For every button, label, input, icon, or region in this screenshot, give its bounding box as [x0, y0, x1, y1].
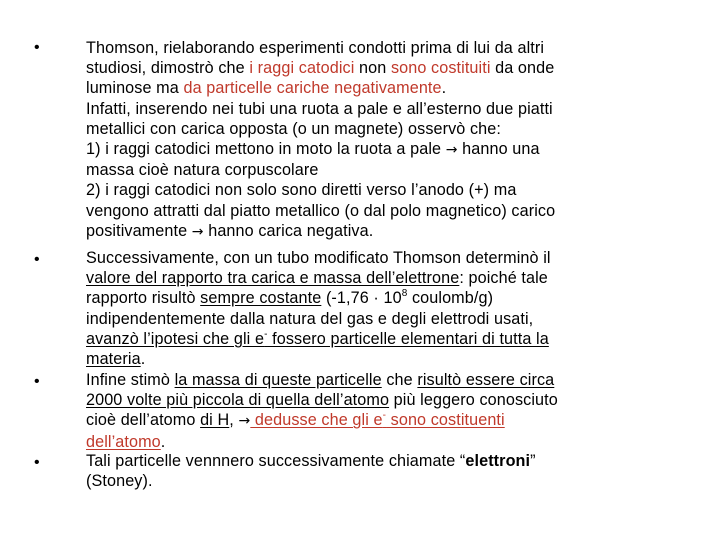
text-line: metallici con carica opposta (o un magnete) osservò che: — [86, 119, 501, 138]
text-line: dell’atomo. — [86, 432, 166, 451]
bullet-3: • — [34, 373, 40, 390]
text-line: Thomson, rielaborando esperimenti condotti prima di lui da altri — [86, 39, 545, 57]
text-line: rapporto risultò sempre costante ($-1,76 \cdot 10^8$ coulomb/g) — [86, 288, 494, 308]
underlined-ratio: valore del rapporto tra carica e massa dell’elettrone — [86, 269, 460, 288]
text-line: Successivamente, con un tubo modificato Thomson determinò il — [86, 249, 551, 267]
underlined-matter: materia — [86, 350, 141, 369]
highlight-atom: dell’atomo — [86, 432, 161, 451]
bold-electrons: elettroni — [465, 452, 531, 470]
text-line: vengono attratti dal piatto metallico (o dal polo magnetico) carico — [86, 201, 556, 220]
text-line: Tali particelle vennnero successivamente chiamate “elettroni” — [86, 452, 536, 470]
highlight-negative-particles: da particelle cariche negativamente — [183, 79, 442, 98]
text-line: Infatti, inserendo nei tubi una ruota a pale e all’esterno due piatti — [86, 99, 553, 118]
arrow-right-icon: → — [445, 142, 458, 159]
paragraph-electrons-name — [86, 451, 666, 491]
highlight-constituted: sono costituiti — [390, 59, 491, 78]
text-line: 2) i raggi catodici non solo sono diretti verso l’anodo (+) ma — [86, 181, 517, 200]
bullet-2: • — [34, 251, 40, 268]
text-line: 2000 volte più piccola di quella dell’atomo più leggero conosciuto — [86, 391, 558, 410]
underlined-hypothesis: avanzò l’ipotesi che gli e- fossero particelle elementari di tutta la — [86, 328, 549, 348]
underlined-result: risultò essere circa — [417, 371, 555, 389]
text-line: cioè dell’atomo di H, → dedusse che gli e- sono costituenti — [86, 410, 505, 430]
text-line: materia. — [86, 350, 146, 369]
underlined-mass: la massa di queste particelle — [174, 371, 382, 389]
text-line: Infine stimò la massa di queste particelle che risultò essere circa — [86, 371, 555, 389]
arrow-right-icon: → — [238, 413, 251, 430]
underlined-constant: sempre costante — [200, 289, 322, 308]
text-line: massa cioè natura corpuscolare — [86, 161, 319, 180]
highlight-deduction: dedusse che gli e- sono costituenti — [250, 410, 505, 430]
bullet-4: • — [34, 454, 40, 471]
text-line: (Stoney). — [86, 472, 153, 491]
text-line: indipendentemente dalla natura del gas e degli elettrodi usati, — [86, 309, 534, 328]
text-line: studiosi, dimostrò che i raggi catodici non sono costituiti da onde — [86, 59, 555, 78]
paragraph-charge-mass-ratio — [86, 248, 666, 369]
text-line: luminose ma da particelle cariche negativamente. — [86, 79, 447, 98]
arrow-right-icon: → — [191, 223, 204, 240]
text-line: valore del rapporto tra carica e massa dell’elettrone: poiché tale — [86, 269, 548, 288]
text-line — [86, 329, 666, 349]
paragraph-mass-estimate — [86, 370, 666, 452]
paragraph-thomson-experiment — [86, 38, 666, 242]
underlined-2000-times: 2000 volte più piccola di quella dell’atomo — [86, 391, 390, 410]
text-line: 1) i raggi catodici mettono in moto la ruota a pale → hanno una — [86, 140, 540, 159]
text-line: positivamente → hanno carica negativa. — [86, 221, 374, 240]
highlight-cathode-rays: i raggi catodici — [249, 59, 355, 78]
bullet-1: • — [34, 39, 40, 56]
underlined-hydrogen: di H — [200, 411, 230, 430]
